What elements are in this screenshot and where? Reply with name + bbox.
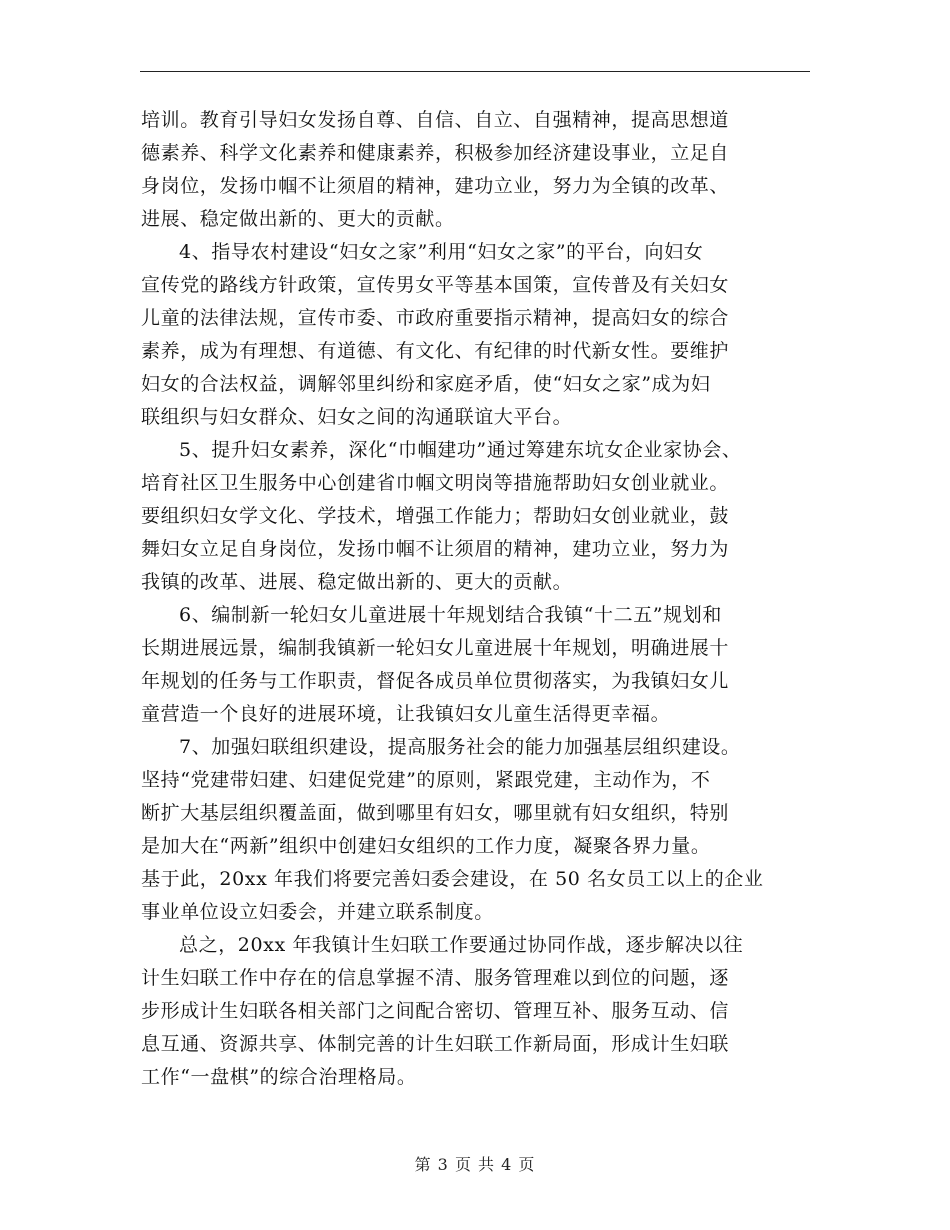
text-line: 联组织与妇女群众、妇女之间的沟通联谊大平台。 [141, 406, 573, 428]
text-line: 4、指导农村建设“妇女之家”利用“妇女之家”的平台，向妇女 [179, 241, 704, 263]
text-line: 培育社区卫生服务中心创建省巾帼文明岗等措施帮助妇女创业就业。 [141, 472, 730, 494]
text-line: 工作“一盘棋”的综合治理格局。 [141, 1066, 417, 1088]
text-line: 7、加强妇联组织建设，提高服务社会的能力加强基层组织建设。 [179, 736, 741, 758]
text-line: 舞妇女立足自身岗位，发扬巾帼不让须眉的精神，建功立业，努力为 [141, 538, 730, 560]
text-line: 长期进展远景，编制我镇新一轮妇女儿童进展十年规划，明确进展十 [141, 637, 730, 659]
text-line: 妇女的合法权益，调解邻里纠纷和家庭矛盾，使“妇女之家”成为妇 [141, 373, 711, 395]
paragraph-item-7 [141, 731, 841, 929]
text-line: 进展、稳定做出新的、更大的贡献。 [141, 208, 455, 230]
text-line: 6、编制新一轮妇女儿童进展十年规划结合我镇“十二五”规划和 [179, 604, 722, 626]
text-line: 是加大在“两新”组织中创建妇女组织的工作力度，凝聚各界力量。 [141, 835, 711, 857]
text-line: 事业单位设立妇委会，并建立联系制度。 [141, 901, 494, 923]
text-line: 童营造一个良好的进展环境，让我镇妇女儿童生活得更幸福。 [141, 703, 671, 725]
text-line: 基于此，20xx 年我们将要完善妇委会建设，在 50 名女员工以上的企业 [141, 868, 764, 890]
text-line: 计生妇联工作中存在的信息掌握不清、服务管理难以到位的问题，逐 [141, 967, 730, 989]
text-line: 息互通、资源共享、体制完善的计生妇联工作新局面，形成计生妇联 [141, 1033, 730, 1055]
text-line: 我镇的改革、进展、稳定做出新的、更大的贡献。 [141, 571, 573, 593]
text-line: 宣传党的路线方针政策，宣传男女平等基本国策，宣传普及有关妇女 [141, 274, 730, 296]
text-line: 身岗位，发扬巾帼不让须眉的精神，建功立业，努力为全镇的改革、 [141, 175, 730, 197]
text-line: 坚持“党建带妇建、妇建促党建”的原则，紧跟党建，主动作为，不 [141, 769, 711, 791]
text-line: 步形成计生妇联各相关部门之间配合密切、管理互补、服务互动、信 [141, 1000, 730, 1022]
text-line: 要组织妇女学文化、学技术，增强工作能力；帮助妇女创业就业，鼓 [141, 505, 730, 527]
paragraph-continuation [141, 104, 841, 236]
text-line: 总之，20xx 年我镇计生妇联工作要通过协同作战，逐步解决以往 [179, 934, 744, 956]
header-rule [140, 71, 810, 72]
text-line: 素养，成为有理想、有道德、有文化、有纪律的时代新女性。要维护 [141, 340, 730, 362]
document-body [141, 104, 841, 1094]
paragraph-item-4 [141, 236, 841, 434]
text-line: 5、提升妇女素养，深化“巾帼建功”通过筹建东坑女企业家协会、 [179, 439, 742, 461]
paragraph-item-6 [141, 599, 841, 731]
text-line: 儿童的法律法规，宣传市委、市政府重要指示精神，提高妇女的综合 [141, 307, 730, 329]
text-line: 培训。教育引导妇女发扬自尊、自信、自立、自强精神，提高思想道 [141, 109, 730, 131]
text-line: 德素养、科学文化素养和健康素养，积极参加经济建设事业，立足自 [141, 142, 730, 164]
text-line: 年规划的任务与工作职责，督促各成员单位贯彻落实，为我镇妇女儿 [141, 670, 730, 692]
paragraph-summary [141, 929, 841, 1094]
paragraph-item-5 [141, 434, 841, 599]
text-line: 断扩大基层组织覆盖面，做到哪里有妇女，哪里就有妇女组织，特别 [141, 802, 730, 824]
page-number-footer: 第 3 页 共 4 页 [414, 1155, 536, 1174]
